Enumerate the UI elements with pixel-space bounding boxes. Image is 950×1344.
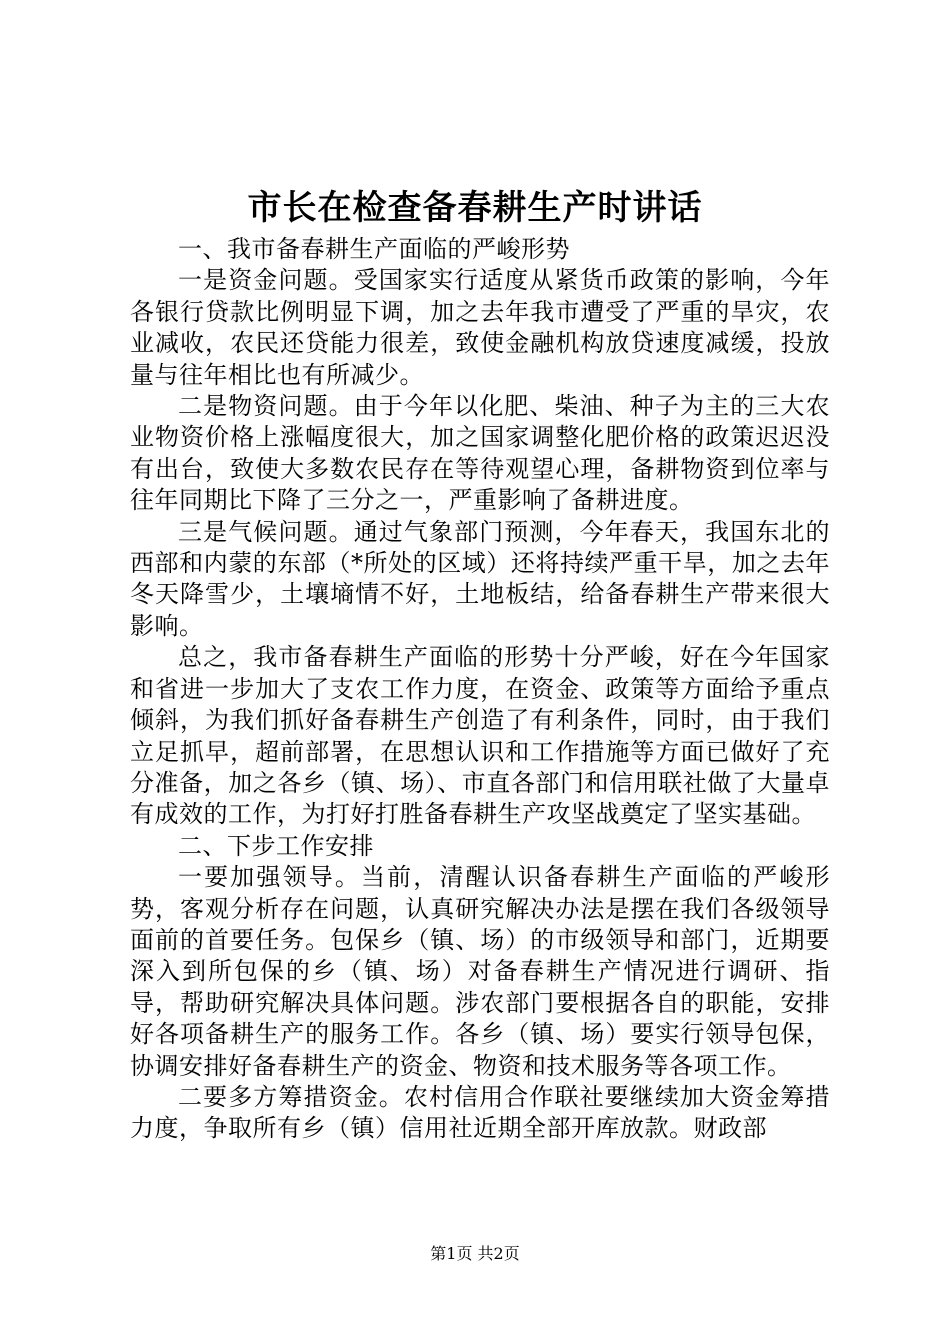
document-title: 市长在检查备春耕生产时讲话	[247, 188, 703, 228]
section-heading: 一、我市备春耕生产面临的严峻形势	[178, 235, 570, 263]
body-paragraph: 二要多方筹措资金。农村信用合作联社要继续加大资金筹措力度，争取所有乡（镇）信用社近期全部开库放款。财政部	[130, 1082, 830, 1143]
body-paragraph: 二是物资问题。由于今年以化肥、柴油、种子为主的三大农业物资价格上涨幅度很大，加之国家调整化肥价格的政策迟迟没有出台，致使大多数农民存在等待观望心理，备耕物资到位率与往年同期比下降了三分之一，严重影响了备耕进度。	[130, 392, 830, 515]
section-heading: 二、下步工作安排	[178, 831, 374, 860]
page-footer: 第1页 共2页	[430, 1244, 520, 1263]
document-body	[130, 234, 830, 1145]
body-paragraph: 三是气候问题。通过气象部门预测，今年春天，我国东北的西部和内蒙的东部（*所处的区域）还将持续严重干旱，加之去年冬天降雪少，土壤墒情不好，土地板结，给备春耕生产带来很大影响。	[130, 517, 830, 640]
body-paragraph: 一要加强领导。当前，清醒认识备春耕生产面临的严峻形势，客观分析存在问题，认真研究解决办法是摆在我们各级领导面前的首要任务。包保乡（镇、场）的市级领导和部门，近期要深入到所包保的乡（镇、场）对备春耕生产情况进行调研、指导，帮助研究解决具体问题。涉农部门要根据各自的职能，安排好各项备耕生产的服务工作。各乡（镇、场）要实行领导包保，协调安排好备春耕生产的资金、物资和技术服务等各项工作。	[130, 863, 830, 1080]
body-paragraph: 总之，我市备春耕生产面临的形势十分严峻，好在今年国家和省进一步加大了支农工作力度，在资金、政策等方面给予重点倾斜，为我们抓好备春耕生产创造了有利条件，同时，由于我们立足抓早，超前部署，在思想认识和工作措施等方面已做好了充分准备，加之各乡（镇、场）、市直各部门和信用联社做了大量卓有成效的工作，为打好打胜备春耕生产攻坚战奠定了坚实基础。	[130, 643, 830, 829]
body-paragraph: 一是资金问题。受国家实行适度从紧货币政策的影响，今年各银行贷款比例明显下调，加之去年我市遭受了严重的旱灾，农业减收，农民还贷能力很差，致使金融机构放贷速度减缓，投放量与往年相比也有所减少。	[130, 266, 830, 389]
